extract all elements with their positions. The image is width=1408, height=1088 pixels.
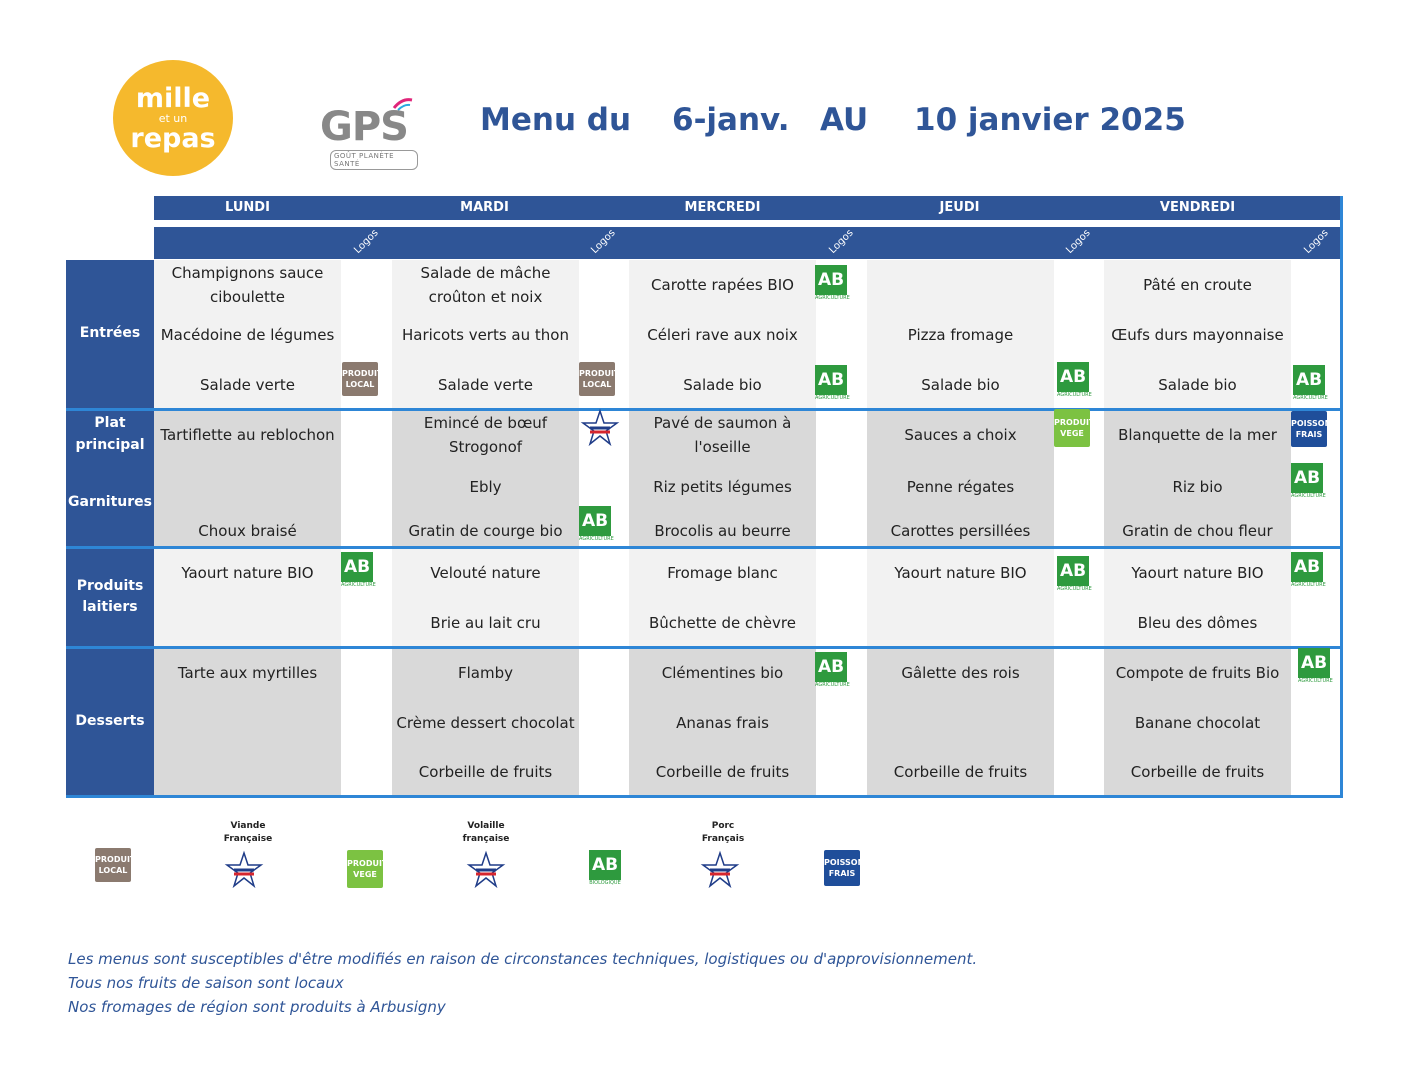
gps-tagline: GOÛT PLANÈTE SANTÉ — [330, 150, 418, 170]
badge-sub: AGRICULTURE — [815, 682, 850, 688]
badge-text: AB — [815, 265, 847, 295]
row-separator — [66, 646, 1343, 649]
category-produits-line1: Produits — [76, 578, 144, 594]
badge-sub: AGRICULTURE — [1291, 582, 1326, 588]
badge-sub: AGRICULTURE — [1057, 586, 1092, 592]
mercredi-dessert1: Clémentines bio — [661, 664, 784, 682]
legend-viande-line1: Viande — [230, 821, 266, 831]
legend-porc-line1: Porc — [711, 821, 735, 831]
category-desserts: Desserts — [75, 713, 145, 729]
badge-text: AB — [1291, 552, 1323, 582]
jeudi-entree2: Pizza fromage — [907, 326, 1014, 344]
badge-text: POISSON — [824, 858, 865, 867]
category-entrees: Entrées — [79, 325, 141, 341]
mardi-dessert1: Flamby — [458, 664, 513, 682]
note-line1: Les menus sont susceptibles d'être modifiés en raison de circonstances techniques, logistiques ou d'approvisionnement. — [68, 950, 978, 968]
badge-sub: AGRICULTURE — [341, 582, 376, 588]
lundi-laitier1: Yaourt nature BIO — [181, 564, 314, 582]
badge-sub: AGRICULTURE — [579, 536, 614, 542]
badge-text: PRODUIT — [95, 855, 136, 864]
vendredi-entree2: Œufs durs mayonnaise — [1111, 326, 1284, 344]
mercredi-plat-line2: l'oseille — [694, 438, 751, 456]
day-mardi: MARDI — [460, 200, 509, 215]
mardi-laitier2: Brie au lait cru — [430, 614, 541, 632]
ab-bio-badge — [341, 552, 376, 590]
legend-produit-vege-badge — [347, 850, 388, 888]
note-line3: Nos fromages de région sont produits à Arbusigny — [68, 998, 446, 1016]
mercredi-garniture1: Riz petits légumes — [653, 478, 792, 496]
vendredi-laitier2: Bleu des dômes — [1137, 614, 1258, 632]
badge-sub: AGRICULTURE — [815, 395, 850, 401]
date-end: 10 janvier 2025 — [914, 102, 1186, 138]
badge-text: POISSON — [1291, 419, 1332, 428]
ab-bio-badge — [1291, 552, 1326, 590]
legend-viande-francaise-icon — [224, 850, 264, 890]
mercredi-dessert2: Ananas frais — [676, 714, 769, 732]
badge-text: LOCAL — [582, 380, 612, 389]
badge-text: FRAIS — [828, 869, 856, 878]
badge-text: AB — [589, 850, 621, 880]
vendredi-plat: Blanquette de la mer — [1118, 426, 1277, 444]
badge-sub: BIOLOGIQUE — [589, 880, 621, 886]
badge-text: LOCAL — [345, 380, 375, 389]
legend-porc-line2: Français — [701, 834, 745, 844]
mardi-garniture1: Ebly — [469, 478, 502, 496]
produit-vege-badge — [1054, 409, 1095, 447]
badge-text: AB — [1057, 362, 1089, 392]
table-right-edge — [1340, 196, 1343, 798]
jeudi-plat: Sauces a choix — [904, 426, 1017, 444]
day-lundi: LUNDI — [225, 200, 270, 215]
badge-text: AB — [1293, 365, 1325, 395]
mardi-laitier1: Velouté nature — [430, 564, 541, 582]
logos-label-vendredi: Logos — [1302, 227, 1331, 256]
logos-label-jeudi: Logos — [1064, 227, 1093, 256]
badge-text: AB — [815, 652, 847, 682]
mercredi-entree3: Salade bio — [683, 376, 762, 394]
produit-local-badge — [342, 362, 383, 396]
ab-bio-badge — [579, 506, 614, 544]
viande-francaise-icon — [580, 408, 620, 448]
title-prefix: Menu du — [480, 102, 632, 138]
gps-name: GPS — [320, 104, 408, 150]
date-start: 6-janv. — [672, 102, 790, 138]
poisson-frais-badge — [1291, 411, 1332, 447]
ab-bio-badge — [815, 265, 850, 303]
ab-bio-badge — [815, 652, 850, 690]
vendredi-laitier1: Yaourt nature BIO — [1131, 564, 1264, 582]
jeudi-garniture1: Penne régates — [906, 478, 1015, 496]
legend-volaille-line2: française — [462, 834, 510, 844]
badge-sub: AGRICULTURE — [1293, 395, 1328, 401]
mercredi-laitier2: Bûchette de chèvre — [649, 614, 796, 632]
badge-sub: AGRICULTURE — [1057, 392, 1092, 398]
mardi-dessert2: Crème dessert chocolat — [396, 714, 575, 732]
badge-text: VEGE — [1060, 429, 1084, 438]
badge-text: PRODUIT — [579, 369, 620, 378]
logos-header-bar — [154, 227, 1340, 259]
mercredi-laitier1: Fromage blanc — [667, 564, 778, 582]
legend-volaille-francaise-icon — [466, 850, 506, 890]
lundi-entree1-line1: Champignons sauce — [171, 264, 324, 282]
category-plat-line1: Plat — [94, 415, 126, 431]
day-header-bar — [154, 196, 1340, 220]
mercredi-entree1: Carotte rapées BIO — [651, 276, 794, 294]
ab-bio-badge — [1057, 556, 1092, 594]
badge-text: AB — [1291, 463, 1323, 493]
badge-text: VEGE — [353, 870, 377, 879]
vendredi-garniture2: Gratin de chou fleur — [1122, 522, 1273, 540]
badge-text: PRODUIT — [347, 859, 388, 868]
mercredi-dessert3: Corbeille de fruits — [655, 763, 790, 781]
lundi-plat: Tartiflette au reblochon — [160, 426, 335, 444]
ab-bio-badge — [1057, 362, 1092, 400]
day-jeudi: JEUDI — [939, 200, 980, 215]
lundi-entree3: Salade verte — [200, 376, 295, 394]
brand-line3: repas — [130, 122, 216, 154]
day-mercredi: MERCREDI — [684, 200, 761, 215]
day-vendredi: VENDREDI — [1159, 200, 1236, 215]
badge-text: PRODUIT — [1054, 418, 1095, 427]
mardi-entree1-line2: croûton et noix — [428, 288, 543, 306]
mercredi-garniture2: Brocolis au beurre — [654, 522, 791, 540]
mardi-dessert3: Corbeille de fruits — [418, 763, 553, 781]
lundi-entree1-line2: ciboulette — [209, 288, 285, 306]
jeudi-entree3: Salade bio — [921, 376, 1000, 394]
ab-bio-badge — [815, 365, 850, 403]
mardi-entree2: Haricots verts au thon — [402, 326, 569, 344]
vendredi-dessert3: Corbeille de fruits — [1130, 763, 1265, 781]
mardi-garniture2: Gratin de courge bio — [408, 522, 563, 540]
logos-label-mardi: Logos — [589, 227, 618, 256]
badge-sub: AGRICULTURE — [815, 295, 850, 301]
legend-porc-francais-icon — [700, 850, 740, 890]
brand-line2: et un — [158, 111, 188, 125]
badge-text: AB — [1298, 648, 1330, 678]
category-garnitures: Garnitures — [68, 494, 152, 510]
logos-label-lundi: Logos — [352, 227, 381, 256]
mille-et-un-repas-logo — [113, 60, 233, 176]
mardi-plat-line1: Emincé de bœuf — [423, 414, 548, 432]
ab-bio-badge — [1293, 365, 1328, 403]
vendredi-dessert2: Banane chocolat — [1134, 714, 1261, 732]
badge-text: AB — [579, 506, 611, 536]
mercredi-plat-line1: Pavé de saumon à — [653, 414, 792, 432]
mardi-plat-line2: Strogonof — [448, 438, 523, 456]
row-separator — [66, 795, 1343, 798]
badge-text: AB — [1057, 556, 1089, 586]
row-separator — [66, 546, 1343, 549]
mardi-entree1-line1: Salade de mâche — [420, 264, 551, 282]
legend-volaille-line1: Volaille — [467, 821, 505, 831]
mardi-entree3: Salade verte — [438, 376, 533, 394]
vendredi-dessert1: Compote de fruits Bio — [1115, 664, 1280, 682]
legend-produit-local-badge — [95, 848, 136, 882]
produit-local-badge — [579, 362, 620, 396]
badge-text: FRAIS — [1295, 430, 1323, 439]
lundi-entree2: Macédoine de légumes — [160, 326, 335, 344]
lundi-garniture2: Choux braisé — [198, 522, 297, 540]
ab-bio-badge — [1291, 463, 1326, 501]
ab-bio-badge — [1298, 648, 1333, 686]
brand-line1: mille — [135, 82, 211, 114]
mercredi-entree2: Céleri rave aux noix — [647, 326, 798, 344]
badge-text: AB — [815, 365, 847, 395]
legend-viande-line2: Française — [223, 834, 273, 844]
legend-poisson-frais-badge — [824, 850, 865, 886]
note-line2: Tous nos fruits de saison sont locaux — [68, 974, 344, 992]
category-plat-line2: principal — [75, 437, 145, 453]
badge-text: LOCAL — [98, 866, 128, 875]
jeudi-laitier1: Yaourt nature BIO — [894, 564, 1027, 582]
vendredi-entree3: Salade bio — [1158, 376, 1237, 394]
badge-text: AB — [341, 552, 373, 582]
vendredi-entree1: Pâté en croute — [1143, 276, 1252, 294]
gps-logo — [318, 96, 418, 176]
jeudi-dessert3: Corbeille de fruits — [893, 763, 1028, 781]
logos-label-mercredi: Logos — [827, 227, 856, 256]
badge-text: PRODUIT — [342, 369, 383, 378]
badge-sub: AGRICULTURE — [1298, 678, 1333, 684]
vendredi-garniture1: Riz bio — [1172, 478, 1223, 496]
jeudi-garniture2: Carottes persillées — [890, 522, 1031, 540]
category-produits-line2: laitiers — [82, 599, 138, 615]
lundi-dessert1: Tarte aux myrtilles — [177, 664, 318, 682]
jeudi-dessert1: Gâlette des rois — [901, 664, 1020, 682]
legend-ab-bio-badge — [589, 850, 621, 888]
title-mid: AU — [820, 102, 869, 138]
badge-sub: AGRICULTURE — [1291, 493, 1326, 499]
